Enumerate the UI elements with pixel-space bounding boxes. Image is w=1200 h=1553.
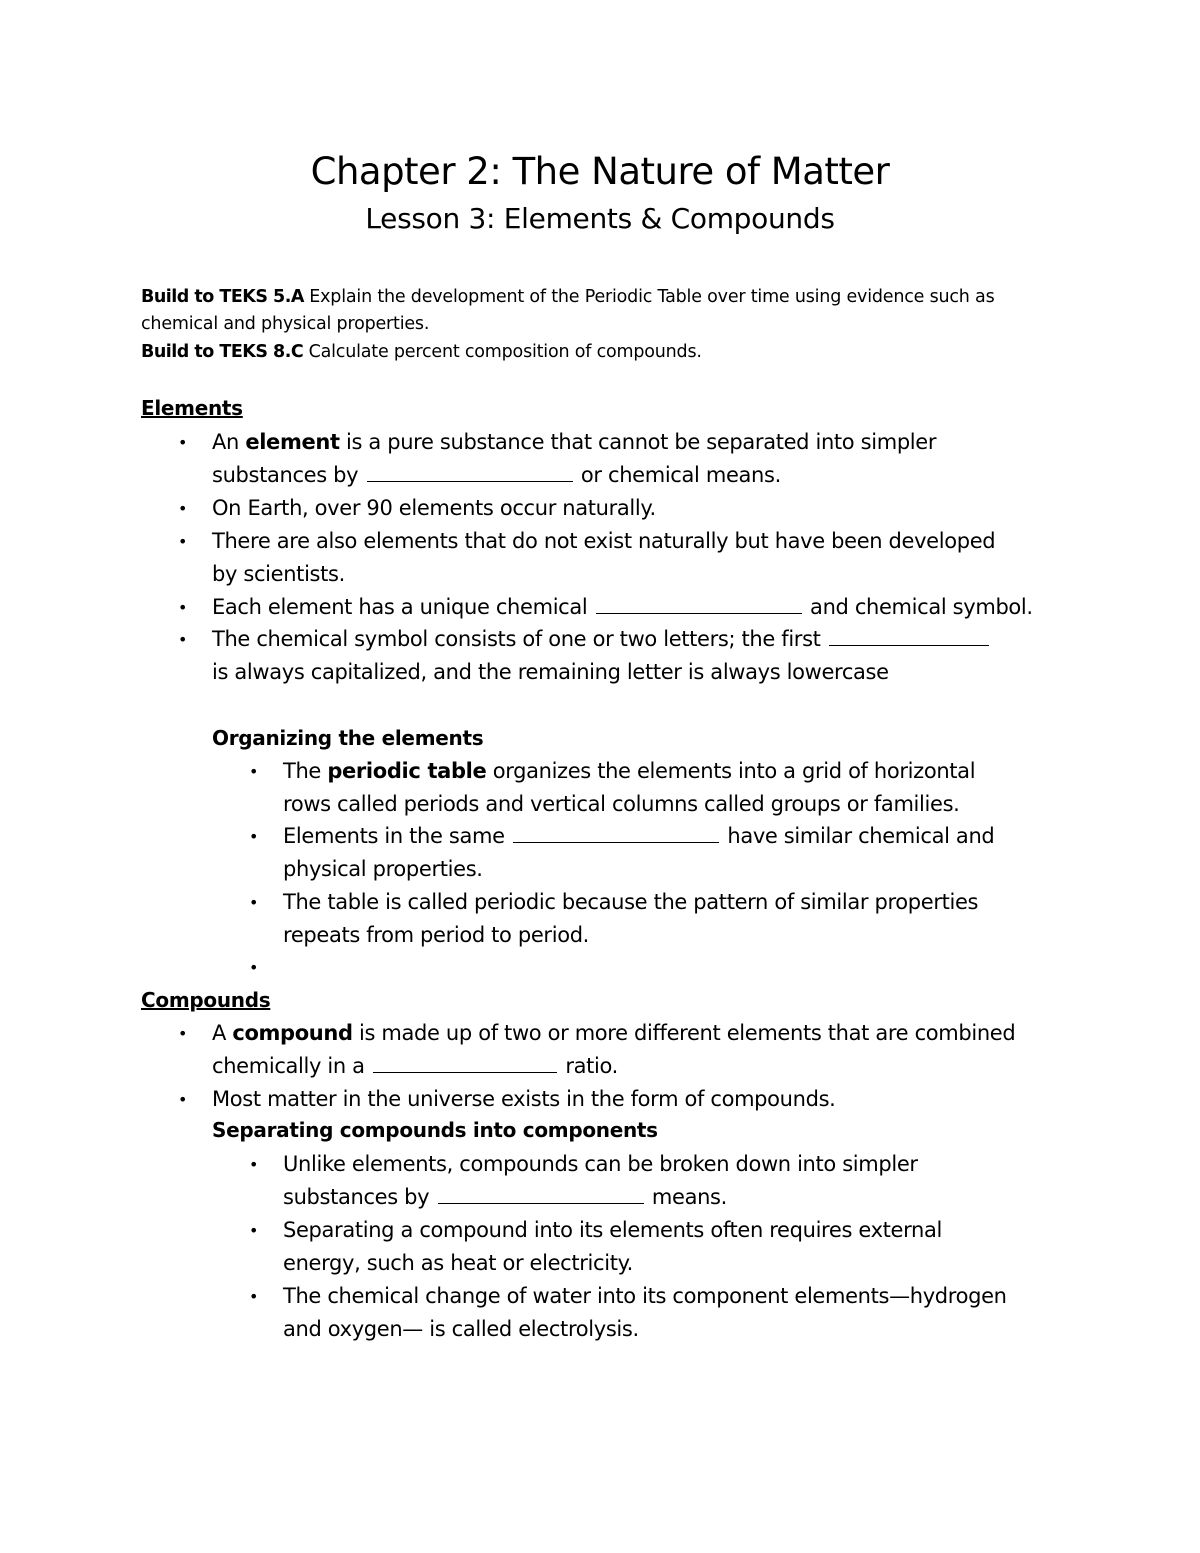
list-item: • Unlike elements, compounds can be broken down into simpler substances by means. [283,1148,1083,1214]
teks-text: Explain the development of the Periodic Table over time using evidence such as chemical and physical properties. [141,287,995,334]
bullet-icon: • [178,532,188,551]
list-item: • A compound is made up of two or more different elements that are combined chemically in a ratio. [212,1017,1082,1083]
bullet-icon: • [249,1287,259,1306]
bullet-icon: • [178,1024,188,1043]
bullet-icon: • [178,499,188,518]
bullet-icon: • [178,1090,188,1109]
list-item: • The chemical change of water into its component elements—hydrogen and oxygen— is called electrolysis. [283,1280,1083,1346]
list-item: • Elements in the same have similar chemical and physical properties. [283,820,1083,886]
fill-in-blank[interactable] [438,1183,644,1204]
section-heading-elements: Elements [141,396,243,420]
list-item: • There are also elements that do not exist naturally but have been developed by scientists. [212,525,1082,591]
fill-in-blank[interactable] [829,625,989,646]
bullet-icon: • [178,598,188,617]
bullet-icon: • [178,433,188,452]
key-term: element [245,430,340,454]
list-item: • The table is called periodic because the pattern of similar properties repeats from period to period. [283,886,1083,952]
list-item: • Separating a compound into its elements often requires external energy, such as heat or electricity. [283,1214,1083,1280]
bullet-icon: • [249,958,259,977]
list-item: • An element is a pure substance that cannot be separated into simpler substances by or chemical means. [212,426,1082,492]
key-term: compound [232,1021,353,1045]
subheading-organizing-elements: Organizing the elements [212,726,484,750]
fill-in-blank[interactable] [596,593,802,614]
bullet-icon: • [249,1155,259,1174]
teks-text: Calculate percent composition of compounds. [308,342,702,362]
teks-standard-8c [141,339,1071,366]
bullet-icon: • [249,762,259,781]
subheading-separating-compounds: Separating compounds into components [212,1118,658,1142]
teks-standard-5a [141,284,1071,338]
fill-in-blank[interactable] [373,1052,557,1073]
fill-in-blank[interactable] [367,461,573,482]
key-term: periodic table [327,759,487,783]
list-item: • The periodic table organizes the elements into a grid of horizontal rows called periods and vertical columns called groups or families. [283,755,1083,821]
bullet-icon: • [178,630,188,649]
list-item: • Most matter in the universe exists in the form of compounds. [212,1083,1082,1116]
list-item: • On Earth, over 90 elements occur naturally. [212,492,1082,525]
page-subtitle: Lesson 3: Elements & Compounds [365,202,835,235]
list-item: • Each element has a unique chemical and chemical symbol. [212,591,1082,624]
list-item: • The chemical symbol consists of one or two letters; the first is always capitalized, and the remaining letter is always lowercase [212,623,1082,689]
page-title: Chapter 2: The Nature of Matter [310,150,890,193]
fill-in-blank[interactable] [513,822,719,843]
teks-label: Build to TEKS 5.A [141,287,304,307]
teks-label: Build to TEKS 8.C [141,342,304,362]
bullet-icon: • [249,893,259,912]
bullet-icon: • [249,1221,259,1240]
section-heading-compounds: Compounds [141,988,271,1012]
bullet-icon: • [249,827,259,846]
